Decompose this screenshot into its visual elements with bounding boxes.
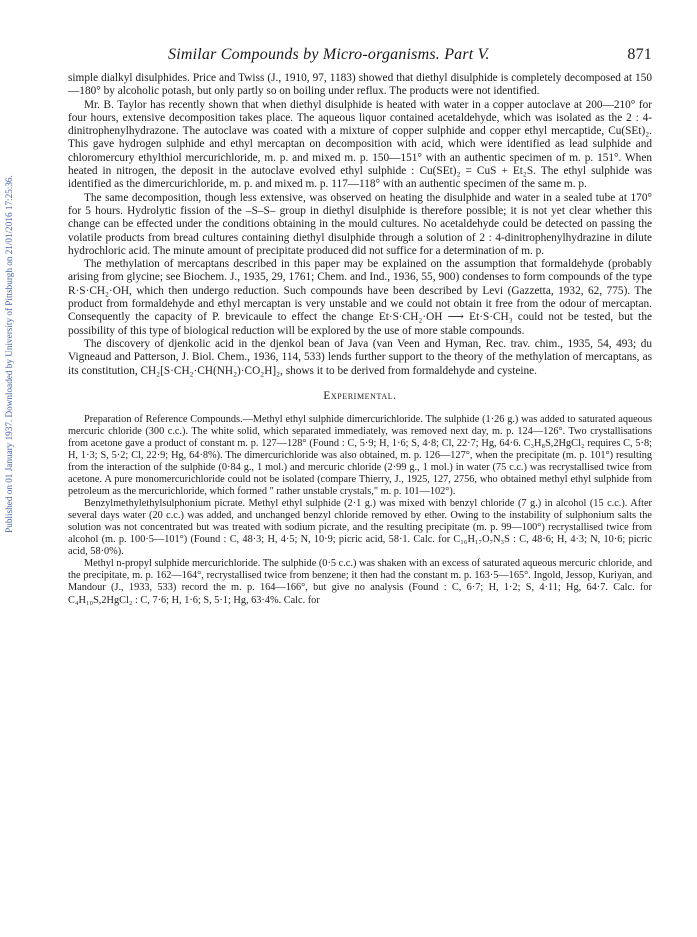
experimental-paragraph-2: Benzylmethylethylsulphonium picrate. Methyl ethyl sulphide (2·1 g.) was mixed with benzyl chloride (7 g.) in alcohol (15 c.c.). After several days water (20 c.c.) was added, and unchanged benzyl chloride removed by ether. Owing to the instability of sulphonium salts the solution was not concentrated but was treated with sodium picrate, and the resulting precipitate (m. p. 99—100°) recrystallised twice from alcohol (m. p. 100·5—101°) (Found : C, 48·3; H, 4·5; N, 10·9; picric acid, 58·1. Calc. for C₁₆H₁₇O₇N₃S : C, 48·6; H, 4·3; N, 10·6; picric acid, 58·0%).	[68, 498, 652, 558]
paragraph-2: Mr. B. Taylor has recently shown that when diethyl disulphide is heated with water in a copper autoclave at 200—210° for four hours, extensive decomposition takes place. The aqueous liquor contained acetaldehyde, which was isolated as the 2 : 4-dinitrophenylhydrazone. The autoclave was coated with a mixture of copper sulphide and copper ethyl mercaptide, Cu(SEt)₂. This gave hydrogen sulphide and ethyl mercaptan on decomposition with acid, which were identified as lead sulphide and chloromercury ethylthiol mercurichloride, m. p. and mixed m. p. 150—151° with an authentic specimen of m. p. 151°. When heated in nitrogen, the deposit in the autoclave evolved ethyl sulphide : Cu(SEt)₂ = CuS + Et₂S. The ethyl sulphide was identified as the dimercurichloride, m. p. and mixed m. p. 117—118° with an authentic specimen of the same m. p.	[68, 98, 652, 191]
page-number: 871	[627, 46, 652, 63]
running-title: Similar Compounds by Micro-organisms. Part V.	[168, 46, 490, 63]
section-heading-experimental: Experimental.	[323, 389, 397, 402]
paragraph-5: The discovery of djenkolic acid in the djenkol bean of Java (van Veen and Hyman, Rec. trav. chim., 1935, 54, 493; du Vigneaud and Patterson, J. Biol. Chem., 1936, 114, 533) lends further support to the theory of the methylation of mercaptans, as its constitution, CH₂[S·CH₂·CH(NH₂)·CO₂H]₂, shows it to be derived from formaldehyde and cysteine.	[68, 337, 652, 377]
experimental-paragraph-1: Preparation of Reference Compounds.—Methyl ethyl sulphide dimercurichloride. The sulphide (1·26 g.) was added to saturated aqueous mercuric chloride (300 c.c.). The white solid, which separated immediately, was removed next day, m. p. 124—126°. Two crystallisations from acetone gave a product of constant m. p. 127—128° (Found : C, 5·9; H, 1·6; S, 4·8; Cl, 22·7; Hg, 64·6. C₃H₈S,2HgCl₂ requires C, 5·8; H, 1·3; S, 5·2; Cl, 22·9; Hg, 64·8%). The dimercurichloride was also obtained, m. p. 126—127°, when the precipitate (m. p. 101°) resulting from the interaction of the sulphide (0·84 g., 1 mol.) and mercuric chloride (2·99 g., 1 mol.) in water (75 c.c.) was recrystallised twice from acetone. A pure monomercurichloride could not be isolated (compare Thierry, J., 1925, 127, 2756, who obtained methyl ethyl sulphide from petroleum as the mercurichloride, which formed " rather unstable crystals," m. p. 101—102°).	[68, 413, 652, 498]
download-watermark	[2, 128, 16, 580]
journal-page	[68, 44, 652, 924]
experimental-paragraph-3: Methyl n-propyl sulphide mercurichloride. The sulphide (0·5 c.c.) was shaken with an excess of saturated aqueous mercuric chloride, and the precipitate, m. p. 162—164°, recrystallised twice from benzene; it then had the constant m. p. 163·5—165°. Ingold, Jessop, Kuriyan, and Mandour (J., 1933, 533) record the m. p. 164—166°, but give no analysis (Found : C, 6·7; H, 1·2; S, 4·11; Hg, 64·7. Calc. for C₄H₁₀S,2HgCl₂ : C, 7·6; H, 1·6; S, 5·1; Hg, 63·4%. Calc. for	[68, 558, 652, 606]
discussion-text	[68, 72, 652, 378]
paragraph-3: The same decomposition, though less extensive, was observed on heating the disulphide and water in a sealed tube at 170° for 5 hours. Hydrolytic fission of the –S–S– group in diethyl disulphide is therefore possible; it is not yet clear whether this change can be effected under the conditions obtaining in the mould cultures. No acetaldehyde could be detected on passing the volatile products from bread cultures containing diethyl disulphide through a solution of 2 : 4-dinitrophenylhydrazine in dilute hydrochloric acid. The minute amount of precipitate produced did not suffice for a determination of m. p.	[68, 191, 652, 257]
experimental-text	[68, 414, 652, 607]
page-header	[68, 44, 652, 68]
paragraph-1: simple dialkyl disulphides. Price and Twiss (J., 1910, 97, 1183) showed that diethyl disulphide is completely decomposed at 150—180° by alcoholic potash, but only partly so on boiling under reflux. The products were not identified.	[68, 72, 652, 98]
paragraph-4: The methylation of mercaptans described in this paper may be explained on the assumption that formaldehyde (probably arising from glycine; see Biochem. J., 1935, 29, 1761; Chem. and Ind., 1936, 55, 900) condenses to form compounds of the type R·S·CH₂·OH, which then undergo reduction. Such compounds have been described by Levi (Gazzetta, 1932, 62, 775). The product from formaldehyde and ethyl mercaptan is very unstable and we could not obtain it free from the odour of mercaptan. Consequently the capacity of P. brevicaule to effect the change Et·S·CH₂·OH ⟶ Et·S·CH₃ could not be tested, but the possibility of this type of biological reduction will be explored by the use of more stable compounds.	[68, 258, 652, 337]
download-watermark-text: Published on 01 January 1937. Downloaded by University of Pittsburgh on 21/01/2016 17:25:36.	[4, 175, 14, 533]
